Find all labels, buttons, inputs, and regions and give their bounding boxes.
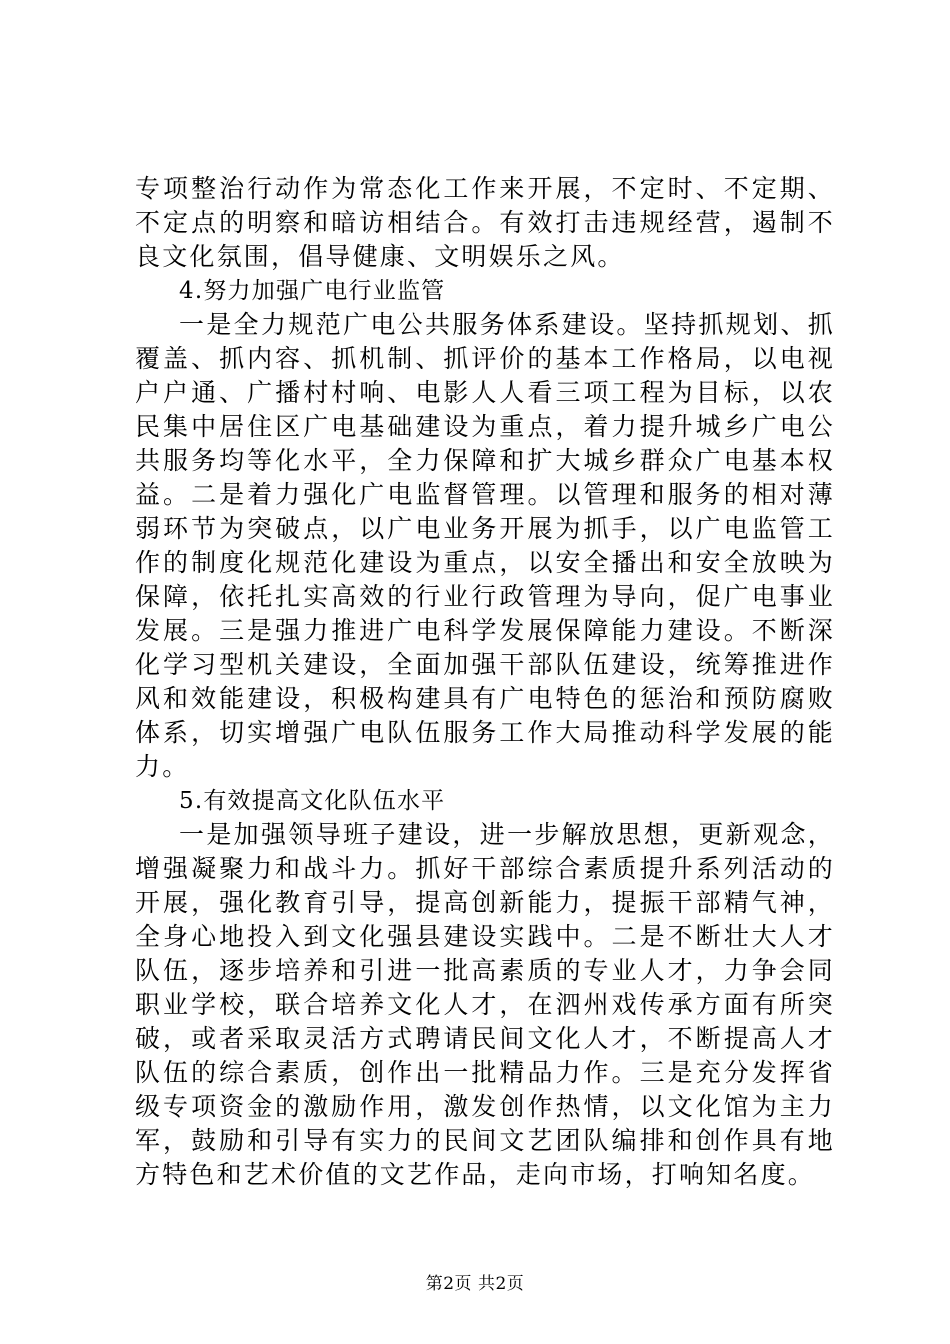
document-body xyxy=(135,172,835,1192)
section-heading-4: 4.努力加强广电行业监管 xyxy=(179,278,446,304)
page-footer: 第2页 共2页 xyxy=(425,1274,525,1294)
section-heading-5: 5.有效提高文化队伍水平 xyxy=(179,788,446,814)
paragraph-broadcast-supervision: 一是全力规范广电公共服务体系建设。坚持抓规划、抓覆盖、抓内容、抓机制、抓评价的基本工作格局，以电视户户通、广播村村响、电影人人看三项工程为目标，以农民集中居住区广电基础建设为重点，着力提升城乡广电公共服务均等化水平，全力保障和扩大城乡群众广电基本权益。二是着力强化广电监督管理。以管理和服务的相对薄弱环节为突破点，以广电业务开展为抓手，以广电监管工作的制度化规范化建设为重点，以安全播出和安全放映为保障，依托扎实高效的行业行政管理为导向，促广电事业发展。三是强力推进广电科学发展保障能力建设。不断深化学习型机关建设，全面加强干部队伍建设，统筹推进作风和效能建设，积极构建具有广电特色的惩治和预防腐败体系，切实增强广电队伍服务工作大局推动科学发展的能力。 xyxy=(135,310,835,781)
paragraph-continuation: 专项整治行动作为常态化工作来开展，不定时、不定期、不定点的明察和暗访相结合。有效打击违规经营，遏制不良文化氛围，倡导健康、文明娱乐之风。 xyxy=(135,174,835,271)
paragraph-culture-team: 一是加强领导班子建设，进一步解放思想，更新观念，增强凝聚力和战斗力。抓好干部综合素质提升系列活动的开展，强化教育引导，提高创新能力，提振干部精气神，全身心地投入到文化强县建设实践中。二是不断壮大人才队伍，逐步培养和引进一批高素质的专业人才，力争会同职业学校，联合培养文化人才，在泗州戏传承方面有所突破，或者采取灵活方式聘请民间文化人才，不断提高人才队伍的综合素质，创作出一批精品力作。三是充分发挥省级专项资金的激励作用，激发创作热情，以文化馆为主力军，鼓励和引导有实力的民间文艺团队编排和创作具有地方特色和艺术价值的文艺作品，走向市场，打响知名度。 xyxy=(135,820,835,1189)
